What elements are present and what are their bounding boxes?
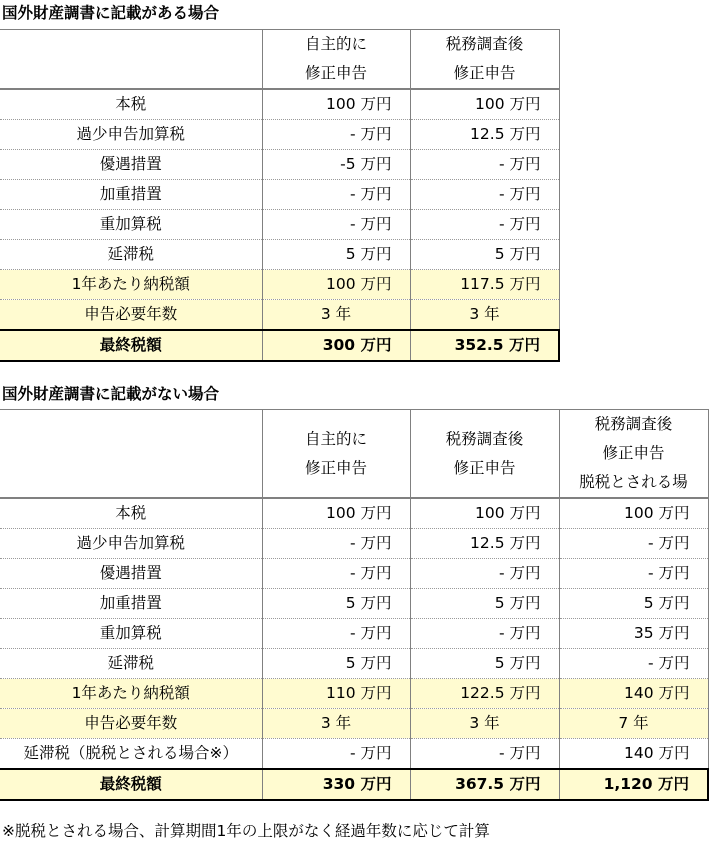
value-cell: 100 万円 [262, 498, 410, 529]
value-cell: - 万円 [262, 120, 410, 150]
table-row [0, 589, 708, 619]
value-cell: 352.5 万円 [410, 330, 559, 361]
column-header-line: 修正申告 [453, 64, 516, 82]
value-cell: - 万円 [262, 210, 410, 240]
row-label: 申告必要年数 [0, 709, 262, 739]
value-cell: 110 万円 [262, 679, 410, 709]
row-label: 最終税額 [0, 330, 262, 361]
value-cell: 140 万円 [559, 679, 708, 709]
row-label: 優遇措置 [0, 150, 262, 180]
row-label: 延滞税 [0, 240, 262, 270]
value-cell: - 万円 [410, 180, 559, 210]
value-cell: - 万円 [410, 150, 559, 180]
value-cell: 100 万円 [410, 498, 559, 529]
table-row [0, 89, 559, 120]
table-row [0, 120, 559, 150]
row-label: 本税 [0, 498, 262, 529]
table-row [0, 739, 708, 770]
row-label: 申告必要年数 [0, 300, 262, 331]
value-cell: 3 年 [262, 300, 410, 331]
value-cell: 5 万円 [262, 240, 410, 270]
footnote: ※脱税とされる場合、計算期間1年の上限がなく経過年数に応じて計算 [2, 822, 490, 840]
value-cell: 3 年 [262, 709, 410, 739]
value-cell: -5 万円 [262, 150, 410, 180]
value-cell: 3 年 [410, 300, 559, 331]
value-cell: 7 年 [559, 709, 708, 739]
column-header-line: 自主的に [304, 35, 367, 53]
column-header-line: 税務調査後 [445, 429, 524, 448]
row-label: 最終税額 [0, 769, 262, 800]
value-cell: - 万円 [559, 529, 708, 559]
column-header [262, 410, 410, 499]
value-cell: - 万円 [262, 619, 410, 649]
value-cell: 117.5 万円 [410, 270, 559, 300]
table-row [0, 559, 708, 589]
table-without-declaration [0, 409, 709, 801]
value-cell: 122.5 万円 [410, 679, 559, 709]
table-row [0, 498, 708, 529]
header-row [0, 30, 559, 90]
table-row [0, 300, 559, 331]
column-header [559, 410, 708, 499]
table-row [0, 210, 559, 240]
row-label: 本税 [0, 89, 262, 120]
value-cell: - 万円 [410, 739, 559, 770]
value-cell: 100 万円 [559, 498, 708, 529]
value-cell: - 万円 [410, 210, 559, 240]
value-cell: - 万円 [410, 559, 559, 589]
value-cell: 1,120 万円 [559, 769, 708, 800]
value-cell: 5 万円 [262, 649, 410, 679]
row-label: 加重措置 [0, 589, 262, 619]
row-label: 過少申告加算税 [0, 529, 262, 559]
column-header-line: 修正申告 [304, 458, 367, 477]
row-label: 延滞税（脱税とされる場合※） [0, 739, 262, 770]
row-label: 過少申告加算税 [0, 120, 262, 150]
value-cell: - 万円 [262, 529, 410, 559]
column-header-line: 税務調査後 [594, 415, 673, 433]
value-cell: 140 万円 [559, 739, 708, 770]
value-cell: 100 万円 [262, 270, 410, 300]
table-row [0, 619, 708, 649]
table-row [0, 709, 708, 739]
column-header [410, 30, 559, 90]
value-cell: 5 万円 [262, 589, 410, 619]
value-cell: 5 万円 [559, 589, 708, 619]
table1-title: 国外財産調書に記載がある場合 [2, 4, 220, 22]
table-row [0, 529, 708, 559]
row-label: 1年あたり納税額 [0, 679, 262, 709]
value-cell: 330 万円 [262, 769, 410, 800]
value-cell: 5 万円 [410, 649, 559, 679]
value-cell: 5 万円 [410, 589, 559, 619]
table-with-declaration [0, 29, 560, 362]
header-label-cell [0, 30, 262, 90]
row-label: 加重措置 [0, 180, 262, 210]
total-row [0, 330, 559, 361]
table-row [0, 240, 559, 270]
value-cell: 300 万円 [262, 330, 410, 361]
value-cell: 35 万円 [559, 619, 708, 649]
column-header-line: 修正申告 [602, 444, 665, 462]
table2-title: 国外財産調書に記載がない場合 [2, 385, 220, 403]
value-cell: 367.5 万円 [410, 769, 559, 800]
table-row [0, 150, 559, 180]
value-cell: - 万円 [410, 619, 559, 649]
column-header [262, 30, 410, 90]
total-row [0, 769, 708, 800]
column-header-line: 自主的に [304, 429, 367, 448]
table-row [0, 649, 708, 679]
header-row [0, 410, 708, 499]
column-header-line: 税務調査後 [445, 35, 524, 53]
value-cell: 100 万円 [262, 89, 410, 120]
value-cell: 12.5 万円 [410, 120, 559, 150]
value-cell: - 万円 [559, 559, 708, 589]
value-cell: 5 万円 [410, 240, 559, 270]
row-label: 1年あたり納税額 [0, 270, 262, 300]
value-cell: - 万円 [262, 739, 410, 770]
value-cell: - 万円 [559, 649, 708, 679]
value-cell: 12.5 万円 [410, 529, 559, 559]
column-header [410, 410, 559, 499]
value-cell: - 万円 [262, 180, 410, 210]
row-label: 重加算税 [0, 210, 262, 240]
value-cell: 3 年 [410, 709, 559, 739]
column-header-line: 修正申告 [304, 64, 367, 82]
value-cell: 100 万円 [410, 89, 559, 120]
column-header-line: 脱税とされる場 [579, 473, 688, 491]
row-label: 重加算税 [0, 619, 262, 649]
table-row [0, 180, 559, 210]
table-row [0, 679, 708, 709]
table-row [0, 270, 559, 300]
row-label: 延滞税 [0, 649, 262, 679]
header-label-cell [0, 410, 262, 499]
row-label: 優遇措置 [0, 559, 262, 589]
value-cell: - 万円 [262, 559, 410, 589]
column-header-line: 修正申告 [453, 458, 516, 477]
